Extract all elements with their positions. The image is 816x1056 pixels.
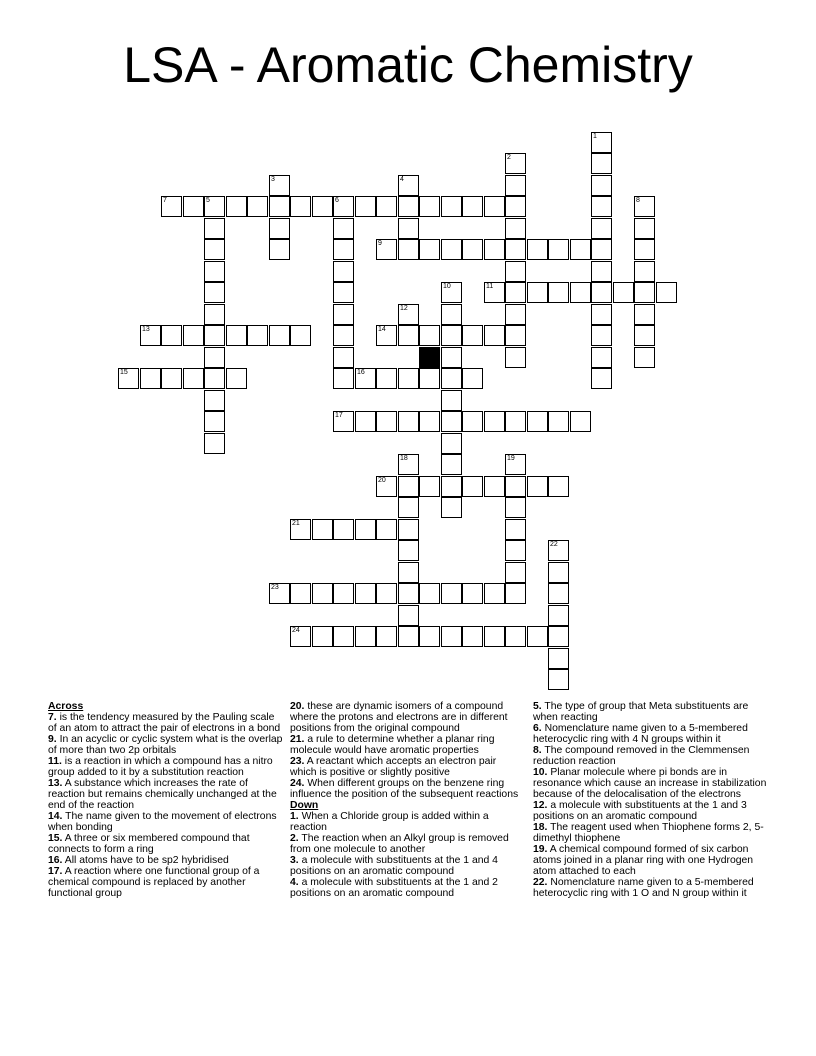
grid-cell[interactable] (333, 583, 354, 604)
grid-cell[interactable] (527, 626, 548, 647)
clue-item (48, 712, 283, 734)
grid-cell[interactable] (505, 304, 526, 325)
grid-cell[interactable] (505, 282, 526, 303)
clue-number: 3 (271, 176, 275, 183)
grid-cell[interactable] (441, 476, 462, 497)
grid-cell[interactable] (484, 325, 505, 346)
grid-cell[interactable] (613, 282, 634, 303)
clue-item-number: 14. (48, 811, 63, 822)
grid-cell[interactable] (333, 282, 354, 303)
clue-item-number: 1. (290, 811, 299, 822)
clue-item (290, 877, 524, 899)
clue-number: 2 (507, 154, 511, 161)
grid-cell[interactable] (441, 347, 462, 368)
grid-cell[interactable] (269, 583, 290, 604)
grid-cell[interactable] (548, 282, 569, 303)
grid-cell[interactable] (548, 648, 569, 669)
grid-cell[interactable] (419, 196, 440, 217)
grid-cell[interactable] (591, 261, 612, 282)
grid-cell[interactable] (333, 261, 354, 282)
grid-cell[interactable] (527, 282, 548, 303)
clue-item-text: Nomenclature name given to a 5-membered heterocyclic ring with 1 O and N group within it (533, 877, 754, 899)
grid-cell[interactable] (462, 325, 483, 346)
clue-item-text: A reactant which accepts an electron pair which is positive or slightly positive (290, 756, 497, 778)
grid-cell[interactable] (505, 540, 526, 561)
clue-item (533, 701, 771, 723)
grid-cell[interactable] (548, 540, 569, 561)
grid-cell[interactable] (204, 282, 225, 303)
grid-cell[interactable] (376, 519, 397, 540)
grid-cell[interactable] (634, 218, 655, 239)
grid-cell[interactable] (505, 325, 526, 346)
grid-cell[interactable] (591, 218, 612, 239)
clue-item (533, 844, 771, 877)
clue-item-text: When a Chloride group is added within a reaction (290, 811, 489, 833)
grid-cell[interactable] (398, 519, 419, 540)
grid-cell[interactable] (484, 476, 505, 497)
grid-cell[interactable] (376, 583, 397, 604)
grid-cell[interactable] (484, 196, 505, 217)
grid-cell[interactable] (118, 368, 139, 389)
clue-item (533, 822, 771, 844)
grid-cell[interactable] (591, 239, 612, 260)
clue-number: 15 (120, 369, 128, 376)
grid-cell[interactable] (505, 411, 526, 432)
clue-item (533, 767, 771, 800)
grid-cell[interactable] (333, 196, 354, 217)
clue-number: 13 (142, 326, 150, 333)
clue-item (48, 778, 283, 811)
clue-number: 10 (443, 283, 451, 290)
clue-item (48, 866, 283, 899)
grid-cell[interactable] (333, 218, 354, 239)
clue-item-text: The reagent used when Thiophene forms 2, 5-dimethyl thiophene (533, 822, 764, 844)
clue-number: 11 (486, 283, 494, 290)
clue-item (533, 877, 771, 899)
grid-cell[interactable] (591, 368, 612, 389)
grid-cell[interactable] (484, 583, 505, 604)
clue-number: 20 (378, 477, 386, 484)
grid-cell[interactable] (591, 153, 612, 174)
grid-cell[interactable] (505, 497, 526, 518)
clue-item-number: 5. (533, 701, 542, 712)
grid-cell[interactable] (290, 583, 311, 604)
clue-item-number: 21. (290, 734, 305, 745)
clue-item-text: is the tendency measured by the Pauling scale of an atom to attract the pair of electrons in a bond (48, 712, 281, 734)
grid-cell[interactable] (441, 304, 462, 325)
grid-cell[interactable] (183, 196, 204, 217)
grid-cell[interactable] (505, 153, 526, 174)
grid-cell[interactable] (398, 605, 419, 626)
clue-item (290, 734, 524, 756)
clue-number: 18 (400, 455, 408, 462)
grid-cell[interactable] (505, 476, 526, 497)
grid-cell[interactable] (355, 626, 376, 647)
grid-cell[interactable] (140, 368, 161, 389)
grid-cell[interactable] (333, 347, 354, 368)
grid-cell[interactable] (226, 196, 247, 217)
grid-cell[interactable] (398, 368, 419, 389)
clue-item-number: 11. (48, 756, 62, 767)
grid-cell[interactable] (204, 218, 225, 239)
clue-item-text: All atoms have to be sp2 hybridised (64, 855, 229, 866)
grid-cell[interactable] (333, 325, 354, 346)
grid-cell[interactable] (441, 411, 462, 432)
clue-item-text: Planar molecule where pi bonds are in resonance which cause an increase in stabilization because of the delocalisation of the electrons (533, 767, 767, 800)
clue-number: 23 (271, 584, 279, 591)
grid-cell[interactable] (548, 411, 569, 432)
black-square (419, 347, 440, 368)
clue-item (290, 701, 524, 734)
grid-cell[interactable] (462, 368, 483, 389)
clue-number: 5 (206, 197, 210, 204)
grid-cell[interactable] (548, 626, 569, 647)
clue-item (48, 734, 283, 756)
grid-cell[interactable] (398, 454, 419, 475)
grid-cell[interactable] (548, 583, 569, 604)
grid-cell[interactable] (591, 347, 612, 368)
clue-item-text: The compound removed in the Clemmensen reduction reaction (533, 745, 750, 767)
clue-item-text: The name given to the movement of electrons when bonding (48, 811, 277, 833)
grid-cell[interactable] (333, 239, 354, 260)
grid-cell[interactable] (441, 626, 462, 647)
clue-item-number: 6. (533, 723, 542, 734)
clue-item (290, 833, 524, 855)
grid-cell[interactable] (204, 196, 225, 217)
grid-cell[interactable] (183, 325, 204, 346)
clue-item-number: 2. (290, 833, 299, 844)
clue-item-text: is a reaction in which a compound has a nitro group added to it by a substitution reaction (48, 756, 273, 778)
clue-item-text: Nomenclature name given to a 5-membered heterocyclic ring with 4 N groups within it (533, 723, 748, 745)
clue-item-text: a molecule with substituents at the 1 and 3 positions on an aromatic compound (533, 800, 747, 822)
grid-cell[interactable] (312, 583, 333, 604)
grid-cell[interactable] (505, 175, 526, 196)
clue-item-number: 4. (290, 877, 299, 888)
grid-cell[interactable] (204, 411, 225, 432)
grid-cell[interactable] (290, 519, 311, 540)
grid-cell[interactable] (398, 583, 419, 604)
grid-cell[interactable] (505, 454, 526, 475)
clue-heading: Down (290, 800, 319, 811)
grid-cell[interactable] (398, 175, 419, 196)
grid-cell[interactable] (527, 411, 548, 432)
clue-item-text: a rule to determine whether a planar ring molecule would have aromatic properties (290, 734, 495, 756)
grid-cell[interactable] (398, 540, 419, 561)
grid-cell[interactable] (548, 239, 569, 260)
grid-cell[interactable] (312, 626, 333, 647)
clue-item-text: A reaction where one functional group of a chemical compound is replaced by another functional group (48, 866, 260, 899)
grid-cell[interactable] (398, 325, 419, 346)
grid-cell[interactable] (548, 476, 569, 497)
clue-item-number: 10. (533, 767, 548, 778)
clue-item (48, 811, 283, 833)
grid-cell[interactable] (634, 347, 655, 368)
clue-item-number: 13. (48, 778, 63, 789)
grid-cell[interactable] (591, 132, 612, 153)
clue-item-number: 16. (48, 855, 63, 866)
grid-cell[interactable] (505, 239, 526, 260)
grid-cell[interactable] (398, 476, 419, 497)
grid-cell[interactable] (591, 304, 612, 325)
grid-cell[interactable] (269, 196, 290, 217)
grid-cell[interactable] (398, 411, 419, 432)
grid-cell[interactable] (591, 196, 612, 217)
grid-cell[interactable] (398, 626, 419, 647)
grid-cell[interactable] (419, 368, 440, 389)
clue-item-number: 17. (48, 866, 63, 877)
clue-number: 8 (636, 197, 640, 204)
grid-cell[interactable] (441, 196, 462, 217)
clue-item-number: 3. (290, 855, 299, 866)
grid-cell[interactable] (462, 196, 483, 217)
grid-cell[interactable] (183, 368, 204, 389)
clue-item-number: 20. (290, 701, 305, 712)
grid-cell[interactable] (333, 519, 354, 540)
grid-cell[interactable] (398, 196, 419, 217)
grid-cell[interactable] (333, 368, 354, 389)
clue-item-number: 9. (48, 734, 57, 745)
grid-cell[interactable] (634, 304, 655, 325)
grid-cell[interactable] (527, 239, 548, 260)
clue-number: 24 (292, 627, 300, 634)
grid-cell[interactable] (333, 626, 354, 647)
clue-item (48, 855, 283, 866)
grid-cell[interactable] (527, 476, 548, 497)
grid-cell[interactable] (505, 261, 526, 282)
grid-cell[interactable] (398, 497, 419, 518)
grid-cell[interactable] (634, 196, 655, 217)
grid-cell[interactable] (398, 218, 419, 239)
grid-cell[interactable] (376, 368, 397, 389)
grid-cell[interactable] (505, 347, 526, 368)
grid-cell[interactable] (376, 626, 397, 647)
grid-cell[interactable] (290, 196, 311, 217)
grid-cell[interactable] (441, 497, 462, 518)
grid-cell[interactable] (333, 304, 354, 325)
grid-cell[interactable] (505, 218, 526, 239)
grid-cell[interactable] (656, 282, 677, 303)
clue-item (48, 756, 283, 778)
clue-item-number: 8. (533, 745, 542, 756)
grid-cell[interactable] (505, 626, 526, 647)
grid-cell[interactable] (333, 411, 354, 432)
clue-item-text: A chemical compound formed of six carbon atoms joined in a planar ring with one Hydrogen atom attached to each (533, 844, 754, 877)
grid-cell[interactable] (419, 476, 440, 497)
grid-cell[interactable] (441, 583, 462, 604)
grid-cell[interactable] (462, 626, 483, 647)
grid-cell[interactable] (570, 411, 591, 432)
clue-number: 22 (550, 541, 558, 548)
grid-cell[interactable] (484, 626, 505, 647)
clue-item-text: In an acyclic or cyclic system what is the overlap of more than two 2p orbitals (48, 734, 283, 756)
clue-item-number: 15. (48, 833, 63, 844)
grid-cell[interactable] (376, 239, 397, 260)
grid-cell[interactable] (290, 626, 311, 647)
grid-cell[interactable] (312, 196, 333, 217)
clue-number: 16 (357, 369, 365, 376)
grid-cell[interactable] (484, 411, 505, 432)
grid-cell[interactable] (355, 368, 376, 389)
grid-cell[interactable] (570, 282, 591, 303)
grid-cell[interactable] (441, 325, 462, 346)
grid-cell[interactable] (355, 196, 376, 217)
grid-cell[interactable] (226, 325, 247, 346)
clue-column-2 (290, 701, 524, 899)
clue-item-text: a molecule with substituents at the 1 and 4 positions on an aromatic compound (290, 855, 498, 877)
grid-cell[interactable] (462, 239, 483, 260)
grid-cell[interactable] (226, 368, 247, 389)
grid-cell[interactable] (269, 175, 290, 196)
clue-column-1 (48, 701, 283, 899)
grid-cell[interactable] (484, 282, 505, 303)
grid-cell[interactable] (570, 239, 591, 260)
grid-cell[interactable] (355, 519, 376, 540)
clue-item-text: these are dynamic isomers of a compound where the protons and electrons are in different positions from the original compound (290, 701, 508, 734)
clue-item-text: A three or six membered compound that connects to form a ring (48, 833, 250, 855)
clue-item (533, 723, 771, 745)
clue-item (290, 756, 524, 778)
grid-cell[interactable] (419, 411, 440, 432)
grid-cell[interactable] (290, 325, 311, 346)
grid-cell[interactable] (634, 261, 655, 282)
grid-cell[interactable] (548, 562, 569, 583)
clue-item (290, 855, 524, 877)
grid-cell[interactable] (419, 626, 440, 647)
grid-cell[interactable] (269, 218, 290, 239)
grid-cell[interactable] (548, 605, 569, 626)
grid-cell[interactable] (204, 368, 225, 389)
grid-cell[interactable] (376, 411, 397, 432)
grid-cell[interactable] (312, 519, 333, 540)
grid-cell[interactable] (441, 433, 462, 454)
grid-cell[interactable] (419, 583, 440, 604)
grid-cell[interactable] (355, 583, 376, 604)
grid-cell[interactable] (484, 239, 505, 260)
grid-cell[interactable] (591, 282, 612, 303)
clue-column-3 (533, 701, 771, 899)
clue-item-number: 12. (533, 800, 548, 811)
clue-number: 9 (378, 240, 382, 247)
grid-cell[interactable] (204, 325, 225, 346)
grid-cell[interactable] (398, 562, 419, 583)
grid-cell[interactable] (376, 476, 397, 497)
grid-cell[interactable] (441, 282, 462, 303)
grid-cell[interactable] (204, 347, 225, 368)
clue-item-text: a molecule with substituents at the 1 and 2 positions on an aromatic compound (290, 877, 498, 899)
clue-number: 12 (400, 305, 408, 312)
clue-number: 17 (335, 412, 343, 419)
clue-item-text: A substance which increases the rate of reaction but remains chemically unchanged at the end of the reaction (48, 778, 277, 811)
clue-item (533, 745, 771, 767)
clue-number: 7 (163, 197, 167, 204)
clue-item-number: 7. (48, 712, 57, 723)
grid-cell[interactable] (548, 669, 569, 690)
grid-cell[interactable] (441, 454, 462, 475)
grid-cell[interactable] (634, 282, 655, 303)
grid-cell[interactable] (140, 325, 161, 346)
clue-item-number: 24. (290, 778, 305, 789)
clue-item-text: When different groups on the benzene ring influence the position of the subsequent reactions (290, 778, 519, 800)
grid-cell[interactable] (204, 304, 225, 325)
clue-number: 1 (593, 133, 597, 140)
clue-item-text: The type of group that Meta substituents are when reacting (533, 701, 749, 723)
grid-cell[interactable] (505, 562, 526, 583)
clue-item-number: 22. (533, 877, 548, 888)
grid-cell[interactable] (419, 325, 440, 346)
grid-cell[interactable] (505, 519, 526, 540)
grid-cell[interactable] (419, 239, 440, 260)
grid-cell[interactable] (247, 196, 268, 217)
clue-item-number: 19. (533, 844, 548, 855)
grid-cell[interactable] (204, 433, 225, 454)
grid-cell[interactable] (376, 325, 397, 346)
clue-item (533, 800, 771, 822)
clue-number: 21 (292, 520, 300, 527)
grid-cell[interactable] (161, 196, 182, 217)
grid-cell[interactable] (269, 239, 290, 260)
grid-cell[interactable] (505, 583, 526, 604)
grid-cell[interactable] (204, 239, 225, 260)
grid-cell[interactable] (634, 325, 655, 346)
grid-cell[interactable] (376, 196, 397, 217)
grid-cell[interactable] (591, 325, 612, 346)
grid-cell[interactable] (161, 368, 182, 389)
clue-number: 14 (378, 326, 386, 333)
grid-cell[interactable] (247, 325, 268, 346)
grid-cell[interactable] (269, 325, 290, 346)
grid-cell[interactable] (462, 476, 483, 497)
grid-cell[interactable] (591, 175, 612, 196)
clue-item (290, 778, 524, 800)
grid-cell[interactable] (441, 390, 462, 411)
grid-cell[interactable] (355, 411, 376, 432)
clue-heading: Across (48, 701, 84, 712)
clue-item-text: The reaction when an Alkyl group is removed from one molecule to another (290, 833, 509, 855)
clue-item (290, 811, 524, 833)
grid-cell[interactable] (441, 368, 462, 389)
grid-cell[interactable] (161, 325, 182, 346)
grid-cell[interactable] (204, 390, 225, 411)
clue-item-number: 23. (290, 756, 305, 767)
clue-item (48, 833, 283, 855)
grid-cell[interactable] (462, 411, 483, 432)
grid-cell[interactable] (634, 239, 655, 260)
clue-item-number: 18. (533, 822, 548, 833)
clue-number: 4 (400, 176, 404, 183)
grid-cell[interactable] (505, 196, 526, 217)
grid-cell[interactable] (204, 261, 225, 282)
clue-number: 19 (507, 455, 515, 462)
grid-cell[interactable] (462, 583, 483, 604)
grid-cell[interactable] (398, 304, 419, 325)
clue-number: 6 (335, 197, 339, 204)
page-title: LSA - Aromatic Chemistry (123, 37, 693, 93)
grid-cell[interactable] (441, 239, 462, 260)
grid-cell[interactable] (398, 239, 419, 260)
